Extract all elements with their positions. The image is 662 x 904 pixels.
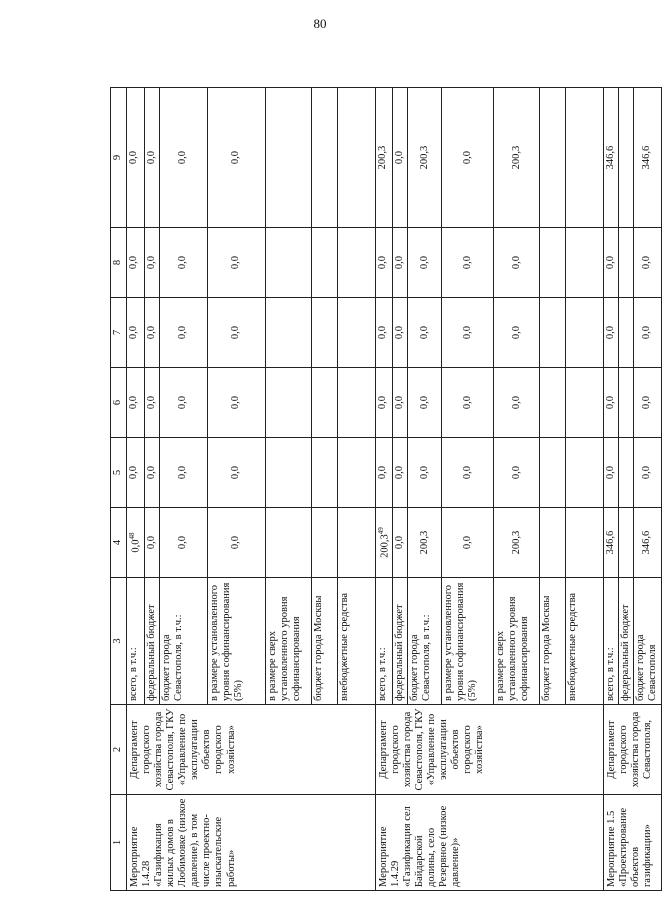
- value-text: 200,3: [376, 145, 388, 170]
- measure-cell: Мероприятие 1.4.28 «Газификация жилых домов в Любимовке (низкое давление), в том числе проектно-изыскательские работы»: [127, 795, 376, 891]
- value-text: 0,0: [394, 325, 406, 340]
- value-text: 0,0: [605, 325, 617, 340]
- value-cell-v9: [375, 88, 393, 228]
- value-text: 346,6: [641, 530, 653, 555]
- value-cell-v5: [634, 438, 661, 508]
- executor-cell: Департамент городского хозяйства города Севастополя, ГКУ «Управление по эксплуатации объектов городского хозяйства»: [375, 705, 604, 795]
- value-text: 0,0: [376, 395, 388, 410]
- value-cell-v9: [442, 88, 494, 228]
- value-text: 0,0: [461, 395, 473, 410]
- value-cell-v8: [634, 228, 661, 298]
- value-cell-v9: [634, 88, 661, 228]
- rotated-table-container: [110, 88, 659, 891]
- value-cell-v8: [393, 228, 408, 298]
- value-cell-v6: [604, 368, 619, 438]
- value-cell-v7: [566, 298, 604, 368]
- funding-source-cell: в размере сверх установленного уровня софинансирования: [494, 578, 540, 705]
- funding-source-cell: в размере установленного уровня софинансирования (5%): [207, 578, 265, 705]
- value-text: 0,0: [605, 465, 617, 480]
- col-header-1: 1: [111, 795, 127, 891]
- value-text: 0,0: [510, 395, 522, 410]
- value-text: 346,6: [605, 530, 617, 555]
- value-text: 0,0: [510, 255, 522, 270]
- value-text: 200,3: [418, 145, 430, 170]
- table-row: [604, 88, 619, 891]
- value-text: 0,0: [177, 535, 189, 550]
- value-cell-v4: [375, 508, 393, 578]
- value-cell-v8: [311, 228, 337, 298]
- value-text: 0,0: [128, 255, 139, 270]
- value-cell-v5: [619, 438, 634, 508]
- value-cell-v9: [265, 88, 311, 228]
- value-cell-v6: [375, 368, 393, 438]
- value-text: 0,0: [177, 255, 189, 270]
- value-cell-v8: [408, 228, 442, 298]
- value-text: 0,0: [230, 465, 242, 480]
- table-row: [375, 88, 393, 891]
- value-cell-v7: [337, 298, 375, 368]
- value-cell-v7: [265, 298, 311, 368]
- col-header-7: 7: [111, 298, 127, 368]
- value-text: 0,0: [461, 255, 473, 270]
- value-text: 0,0: [177, 465, 189, 480]
- value-cell-v5: [144, 438, 159, 508]
- funding-source-cell: внебюджетные средства: [566, 578, 604, 705]
- value-cell-v6: [393, 368, 408, 438]
- value-text: 0,0: [177, 325, 189, 340]
- value-text: 0,0: [145, 325, 157, 340]
- page-number: 80: [313, 16, 327, 31]
- value-cell-v8: [619, 228, 634, 298]
- value-cell-v8: [375, 228, 393, 298]
- budget-table: [110, 87, 662, 891]
- value-cell-v9: [408, 88, 442, 228]
- value-text: 0,0: [394, 465, 406, 480]
- value-text: 0,0: [418, 395, 430, 410]
- value-text: 0,0: [230, 325, 242, 340]
- value-cell-v8: [127, 228, 145, 298]
- value-text: 0,0: [376, 465, 388, 480]
- value-text: 0,0: [376, 255, 388, 270]
- value-cell-v6: [144, 368, 159, 438]
- value-text: 0,0: [128, 325, 139, 340]
- value-cell-v7: [604, 298, 619, 368]
- value-cell-v5: [604, 438, 619, 508]
- funding-source-cell: бюджет города Севастополя, в т.ч.:: [159, 578, 207, 705]
- value-text: 0,0: [230, 395, 242, 410]
- value-text: 0,0: [418, 325, 430, 340]
- value-cell-v4: [604, 508, 619, 578]
- value-cell-v5: [408, 438, 442, 508]
- value-cell-v4: [144, 508, 159, 578]
- col-header-2: 2: [111, 705, 127, 795]
- value-cell-v8: [442, 228, 494, 298]
- value-cell-v9: [207, 88, 265, 228]
- value-cell-v4: [634, 508, 661, 578]
- value-text: 0,0: [510, 325, 522, 340]
- col-header-4: 4: [111, 508, 127, 578]
- value-cell-v7: [159, 298, 207, 368]
- value-text: 0,0: [145, 535, 157, 550]
- value-cell-v8: [337, 228, 375, 298]
- executor-cell: Департамент городского хозяйства города Севастополя,: [604, 705, 661, 795]
- value-text: 0,0: [461, 325, 473, 340]
- funding-source-cell: федеральный бюджет: [619, 578, 634, 705]
- value-text: 0,0: [394, 255, 406, 270]
- value-text: 0,0: [641, 465, 653, 480]
- value-cell-v7: [540, 298, 566, 368]
- value-text: 0,0: [461, 535, 473, 550]
- value-text: 0,0: [394, 150, 406, 165]
- table-row: [127, 88, 145, 891]
- value-text: 346,6: [641, 145, 653, 170]
- value-cell-v9: [144, 88, 159, 228]
- value-text: 0,0: [177, 150, 189, 165]
- value-text: 0,0: [605, 395, 617, 410]
- value-cell-v4: [540, 508, 566, 578]
- footnote-ref: 48: [128, 532, 136, 540]
- funding-source-cell: внебюджетные средства: [337, 578, 375, 705]
- value-cell-v7: [634, 298, 661, 368]
- value-cell-v5: [375, 438, 393, 508]
- value-text: 0,0: [641, 255, 653, 270]
- value-cell-v9: [540, 88, 566, 228]
- value-text: 0,0: [130, 539, 142, 553]
- value-cell-v7: [619, 298, 634, 368]
- value-cell-v6: [337, 368, 375, 438]
- funding-source-cell: всего, в т.ч.:: [127, 578, 145, 705]
- value-cell-v5: [442, 438, 494, 508]
- value-cell-v6: [494, 368, 540, 438]
- value-cell-v6: [408, 368, 442, 438]
- value-cell-v4: [494, 508, 540, 578]
- value-cell-v6: [311, 368, 337, 438]
- value-text: 200,3: [510, 145, 522, 170]
- value-cell-v9: [604, 88, 619, 228]
- value-cell-v8: [265, 228, 311, 298]
- value-cell-v6: [265, 368, 311, 438]
- value-cell-v9: [494, 88, 540, 228]
- value-cell-v9: [393, 88, 408, 228]
- footnote-ref: 49: [376, 527, 385, 535]
- col-header-5: 5: [111, 438, 127, 508]
- funding-source-cell: бюджет города Москвы: [311, 578, 337, 705]
- value-cell-v8: [494, 228, 540, 298]
- value-text: 0,0: [641, 325, 653, 340]
- value-text: 0,0: [128, 465, 139, 480]
- value-text: 0,0: [418, 465, 430, 480]
- value-cell-v5: [337, 438, 375, 508]
- col-header-8: 8: [111, 228, 127, 298]
- value-text: 200,3: [418, 530, 430, 555]
- value-cell-v6: [619, 368, 634, 438]
- funding-source-cell: всего, в т.ч.:: [604, 578, 619, 705]
- funding-source-cell: бюджет города Севастополя: [634, 578, 661, 705]
- value-cell-v7: [393, 298, 408, 368]
- funding-source-cell: в размере установленного уровня софинансирования (5%): [442, 578, 494, 705]
- value-cell-v7: [207, 298, 265, 368]
- value-text: 0,0: [376, 325, 388, 340]
- value-cell-v6: [634, 368, 661, 438]
- value-cell-v9: [566, 88, 604, 228]
- funding-source-cell: федеральный бюджет: [144, 578, 159, 705]
- value-cell-v6: [159, 368, 207, 438]
- funding-source-cell: всего, в т.ч.:: [375, 578, 393, 705]
- value-cell-v7: [375, 298, 393, 368]
- value-cell-v4: [265, 508, 311, 578]
- col-header-3: 3: [111, 578, 127, 705]
- value-cell-v4: [159, 508, 207, 578]
- funding-source-cell: бюджет города Севастополя, в т.ч.:: [408, 578, 442, 705]
- value-cell-v5: [265, 438, 311, 508]
- value-text: 0,0: [230, 535, 242, 550]
- value-cell-v9: [127, 88, 145, 228]
- value-cell-v4: [207, 508, 265, 578]
- value-cell-v7: [408, 298, 442, 368]
- value-cell-v6: [566, 368, 604, 438]
- value-cell-v4: [311, 508, 337, 578]
- value-text: 200,3: [510, 530, 522, 555]
- value-cell-v8: [159, 228, 207, 298]
- value-text: 0,0: [145, 465, 157, 480]
- value-cell-v5: [393, 438, 408, 508]
- value-cell-v4: [442, 508, 494, 578]
- value-text: 0,0: [394, 535, 406, 550]
- value-cell-v8: [540, 228, 566, 298]
- value-cell-v6: [127, 368, 145, 438]
- value-text: 0,0: [128, 150, 139, 165]
- value-cell-v4: [408, 508, 442, 578]
- value-cell-v7: [144, 298, 159, 368]
- value-cell-v7: [442, 298, 494, 368]
- value-text: 0,0: [230, 150, 242, 165]
- value-cell-v9: [337, 88, 375, 228]
- value-cell-v4: [566, 508, 604, 578]
- value-cell-v6: [540, 368, 566, 438]
- measure-cell: Мероприятие 1.5 «Проектирование объектов газификации»: [604, 795, 661, 891]
- value-text: 0,0: [418, 255, 430, 270]
- value-cell-v4: [393, 508, 408, 578]
- value-cell-v6: [442, 368, 494, 438]
- landscape-sheet: [110, 88, 659, 891]
- measure-cell: Мероприятие 1.4.29 «Газификация сел Байдарской долины, село Резервное (низкое давление)»: [375, 795, 604, 891]
- value-text: 0,0: [641, 395, 653, 410]
- value-cell-v8: [144, 228, 159, 298]
- value-cell-v7: [127, 298, 145, 368]
- value-cell-v8: [604, 228, 619, 298]
- value-text: 0,0: [461, 150, 473, 165]
- value-cell-v7: [494, 298, 540, 368]
- value-text: 200,3: [379, 534, 391, 558]
- value-cell-v9: [311, 88, 337, 228]
- executor-cell: Департамент городского хозяйства города Севастополя, ГКУ «Управление по эксплуатации объектов городского хозяйства»: [127, 705, 376, 795]
- value-text: 0,0: [145, 150, 157, 165]
- value-text: 0,0: [145, 255, 157, 270]
- value-cell-v5: [494, 438, 540, 508]
- value-text: 0,0: [510, 465, 522, 480]
- value-cell-v4: [337, 508, 375, 578]
- value-cell-v7: [311, 298, 337, 368]
- value-cell-v5: [127, 438, 145, 508]
- value-text: 0,0: [461, 465, 473, 480]
- funding-source-cell: бюджет города Москвы: [540, 578, 566, 705]
- value-cell-v5: [159, 438, 207, 508]
- value-cell-v6: [207, 368, 265, 438]
- value-cell-v8: [566, 228, 604, 298]
- funding-source-cell: в размере сверх установленного уровня софинансирования: [265, 578, 311, 705]
- value-text: 0,0: [177, 395, 189, 410]
- column-number-row: [111, 88, 127, 891]
- col-header-6: 6: [111, 368, 127, 438]
- value-cell-v4: [619, 508, 634, 578]
- value-text: 0,0: [128, 395, 139, 410]
- value-text: 0,0: [230, 255, 242, 270]
- value-cell-v9: [619, 88, 634, 228]
- value-text: 0,0: [145, 395, 157, 410]
- value-cell-v9: [159, 88, 207, 228]
- value-cell-v5: [311, 438, 337, 508]
- value-cell-v4: [127, 508, 145, 578]
- value-cell-v5: [566, 438, 604, 508]
- value-cell-v8: [207, 228, 265, 298]
- col-header-9: 9: [111, 88, 127, 228]
- value-cell-v5: [540, 438, 566, 508]
- value-text: 0,0: [605, 255, 617, 270]
- value-text: 346,6: [605, 145, 617, 170]
- value-text: 0,0: [394, 395, 406, 410]
- value-cell-v5: [207, 438, 265, 508]
- funding-source-cell: федеральный бюджет: [393, 578, 408, 705]
